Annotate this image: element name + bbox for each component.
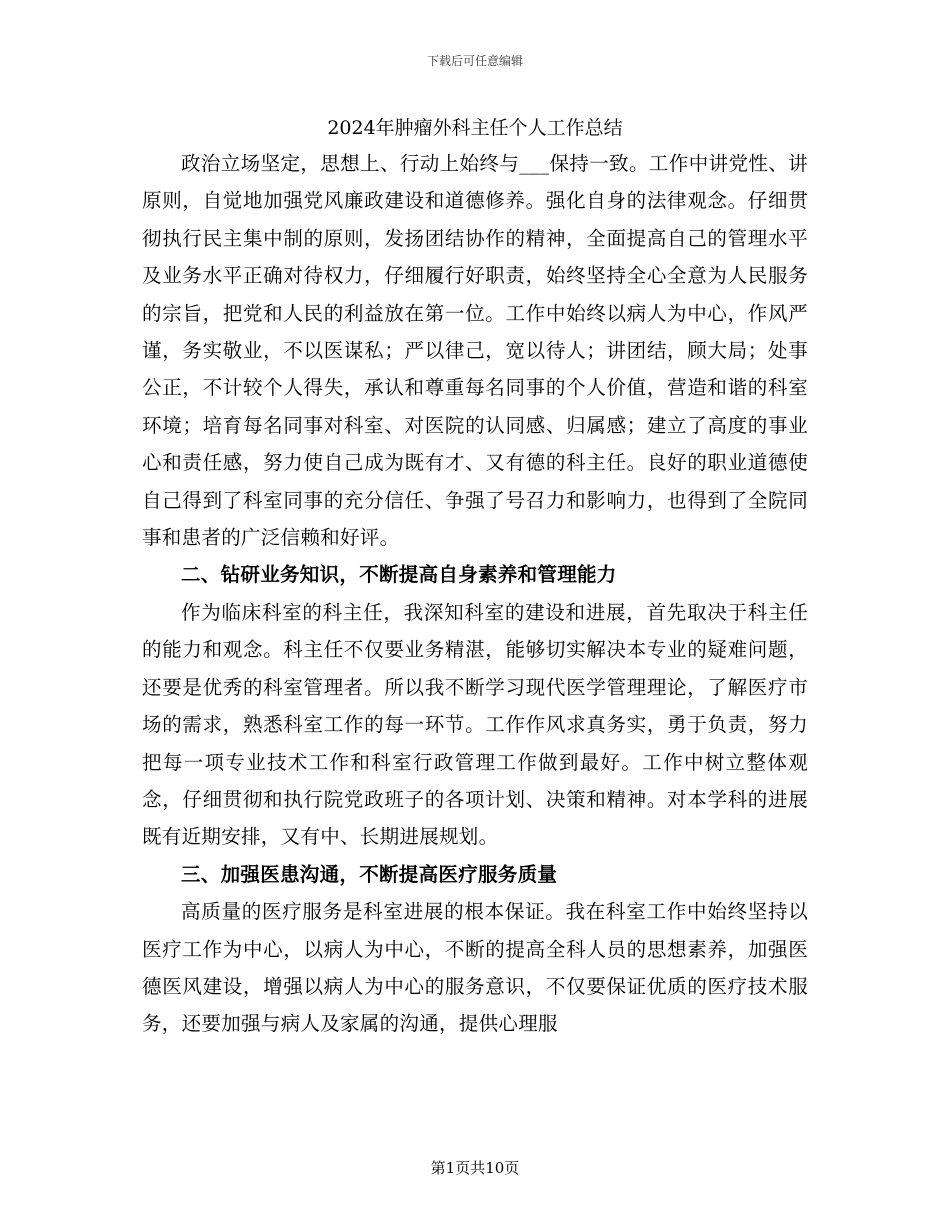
paragraph-3: 高质量的医疗服务是科室进展的根本保证。我在科室工作中始终坚持以医疗工作为中心，以病人为中心，不断的提高全科人员的思想素养，加强医德医风建设，增强以病人为中心的服务意识，不仅要保证优质的医疗技术服务，还要加强与病人及家属的沟通，提供心理服	[142, 900, 808, 1036]
section-heading-3: 三、加强医患沟通，不断提高医疗服务质量	[181, 862, 558, 886]
header-note: 下载后可任意编辑	[426, 54, 523, 68]
section-heading-2: 二、钻研业务知识，不断提高自身素养和管理能力	[181, 563, 617, 587]
page-number: 第1页共10页	[430, 1159, 520, 1177]
paragraph-2: 作为临床科室的科主任，我深知科室的建设和进展，首先取决于科主任的能力和观念。科主任不仅要业务精湛，能够切实解决本专业的疑难问题，还要是优秀的科室管理者。所以我不断学习现代医学管理理论，了解医疗市场的需求，熟悉科室工作的每一环节。工作作风求真务实，勇于负责，努力把每一项专业技术工作和科室行政管理工作做到最好。工作中树立整体观念，仔细贯彻和执行院党政班子的各项计划、决策和精神。对本学科的进展既有近期安排，又有中、长期进展规划。	[142, 600, 808, 849]
document-title: 2024年肿瘤外科主任个人工作总结	[327, 117, 623, 139]
paragraph-1: 政治立场坚定，思想上、行动上始终与___保持一致。工作中讲党性、讲原则，自觉地加强党风廉政建设和道德修养。强化自身的法律观念。仔细贯彻执行民主集中制的原则，发扬团结协作的精神，全面提高自己的管理水平及业务水平正确对待权力，仔细履行好职责，始终坚持全心全意为人民服务的宗旨，把党和人民的利益放在第一位。工作中始终以病人为中心，作风严谨，务实敬业，不以医谋私；严以律己，宽以待人；讲团结，顾大局；处事公正，不计较个人得失，承认和尊重每名同事的个人价值，营造和谐的科室环境；培育每名同事对科室、对医院的认同感、归属感；建立了高度的事业心和责任感，努力使自己成为既有才、又有德的科主任。良好的职业道德使自己得到了科室同事的充分信任、争强了号召力和影响力，也得到了全院同事和患者的广泛信赖和好评。	[142, 152, 808, 550]
document-body	[142, 145, 808, 1043]
